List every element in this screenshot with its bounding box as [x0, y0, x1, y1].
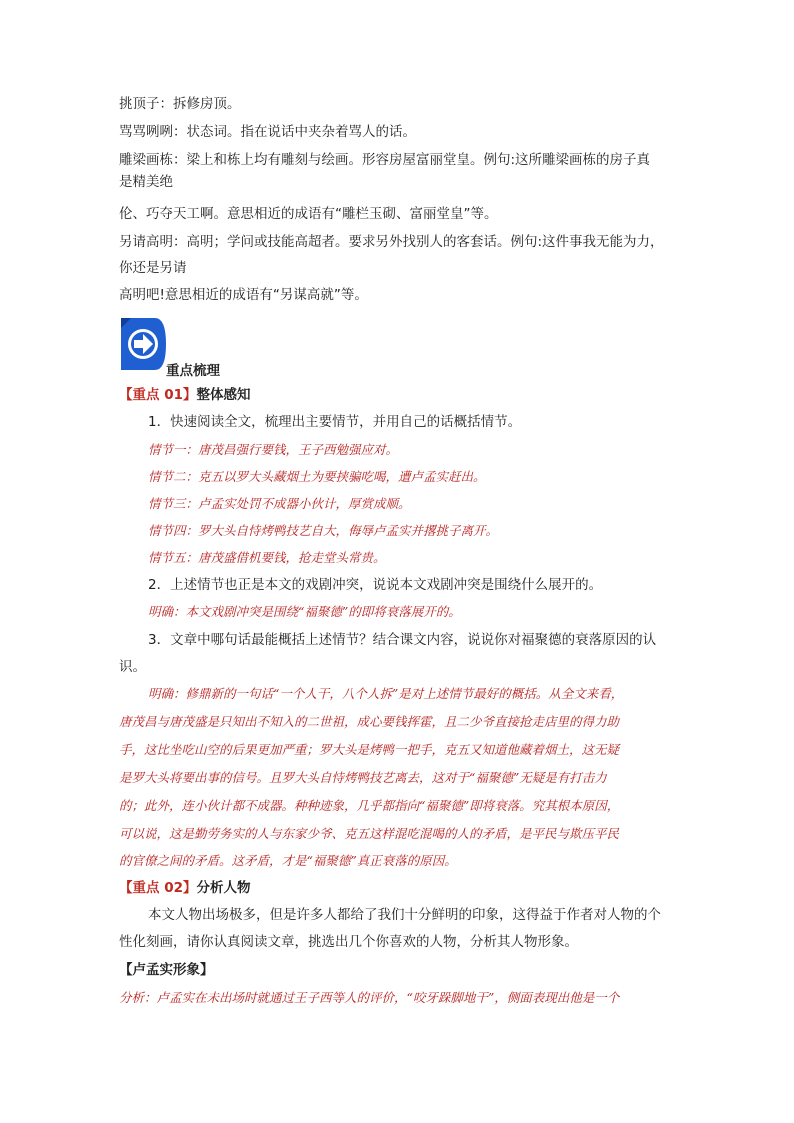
answer-text: 明确：本文戏剧冲突是围绕“福聚德”的即将衰落展开的。 [148, 604, 461, 619]
plot-item: 情节二：克五以罗大头藏烟土为要挟骗吃喝，遭卢孟实赶出。 [148, 469, 486, 484]
subheading: 【卢孟实形象】 [119, 962, 214, 978]
vocab-line: 雕梁画栋：梁上和栋上均有雕刻与绘画。形容房屋富丽堂皇。例句:这所雕梁画栋的房子真 [119, 152, 651, 168]
point-heading [119, 385, 251, 405]
analysis-text: 分析：卢孟实在未出场时就通过王子西等人的评价，“咬牙跺脚地干”，侧面表现出他是一个 [119, 990, 620, 1005]
question-text: 识。 [119, 659, 146, 675]
point-tag: 【重点 01】 [119, 387, 197, 403]
vocab-line: 挑顶子：拆修房顶。 [119, 96, 241, 112]
point-title: 分析人物 [196, 880, 251, 896]
answer-text: 的；此外，连小伙计都不成器。种种迹象，几乎都指向“福聚德”即将衰落。究其根本原因， [119, 798, 620, 813]
vocab-line: 另请高明：高明；学问或技能高超者。要求另外找别人的客套话。例句:这件事我无能为力， [119, 234, 664, 250]
answer-text: 手，这比坐吃山空的后果更加严重；罗大头是烤鸭一把手，克五又知道他藏着烟土，这无疑 [119, 742, 620, 757]
plot-item: 情节四：罗大头自恃烤鸭技艺自大，侮辱卢孟实并撂挑子离开。 [148, 523, 499, 538]
section-title: 重点梳理 [166, 363, 220, 379]
paragraph-text: 性化刻画，请你认真阅读文章，挑选出几个你喜欢的人物，分析其人物形象。 [119, 934, 578, 950]
vocab-line: 骂骂咧咧：状态词。指在说话中夹杂着骂人的话。 [119, 124, 416, 140]
vocab-line: 伦、巧夺天工啊。意思相近的成语有“雕栏玉砌、富丽堂皇”等。 [119, 206, 498, 222]
plot-item: 情节五：唐茂盛借机要钱，抢走堂头常贵。 [148, 550, 386, 565]
point-title: 整体感知 [196, 387, 251, 403]
plot-item: 情节三：卢孟实处罚不成器小伙计，厚赏成顺。 [148, 496, 411, 511]
point-heading [119, 878, 251, 898]
point-tag: 【重点 02】 [119, 880, 197, 896]
arrow-right-circle-icon [119, 314, 167, 374]
plot-item: 情节一：唐茂昌强行要钱，王子西勉强应对。 [148, 442, 399, 457]
question-text: 3．文章中哪句话最能概括上述情节？结合课文内容，说说你对福聚德的衰落原因的认 [148, 632, 657, 648]
vocab-line: 是精美绝 [119, 174, 173, 190]
paragraph-text: 本文人物出场极多，但是许多人都给了我们十分鲜明的印象，这得益于作者对人物的个 [148, 907, 661, 923]
answer-text: 是罗大头将要出事的信号。且罗大头自恃烤鸭技艺离去，这对于“福聚德”无疑是有打击力 [119, 770, 607, 785]
question-text: 1．快速阅读全文，梳理出主要情节，并用自己的话概括情节。 [148, 414, 522, 430]
answer-text: 的官僚之间的矛盾。这矛盾，才是“福聚德”真正衰落的原因。 [119, 853, 457, 868]
vocab-line: 高明吧!意思相近的成语有“另谋高就”等。 [119, 287, 368, 303]
answer-text: 唐茂昌与唐茂盛是只知出不知入的二世祖，成心要钱挥霍，且二少爷直接抢走店里的得力助 [119, 714, 620, 729]
answer-text: 明确：修鼎新的一句话“一个人干，八个人拆”是对上述情节最好的概括。从全文来看， [148, 686, 624, 701]
question-text: 2．上述情节也正是本文的戏剧冲突，说说本文戏剧冲突是围绕什么展开的。 [148, 577, 603, 593]
vocab-line: 你还是另请 [119, 260, 187, 276]
answer-text: 可以说，这是勤劳务实的人与东家少爷、克五这样混吃混喝的人的矛盾，是平民与欺压平民 [119, 826, 620, 841]
